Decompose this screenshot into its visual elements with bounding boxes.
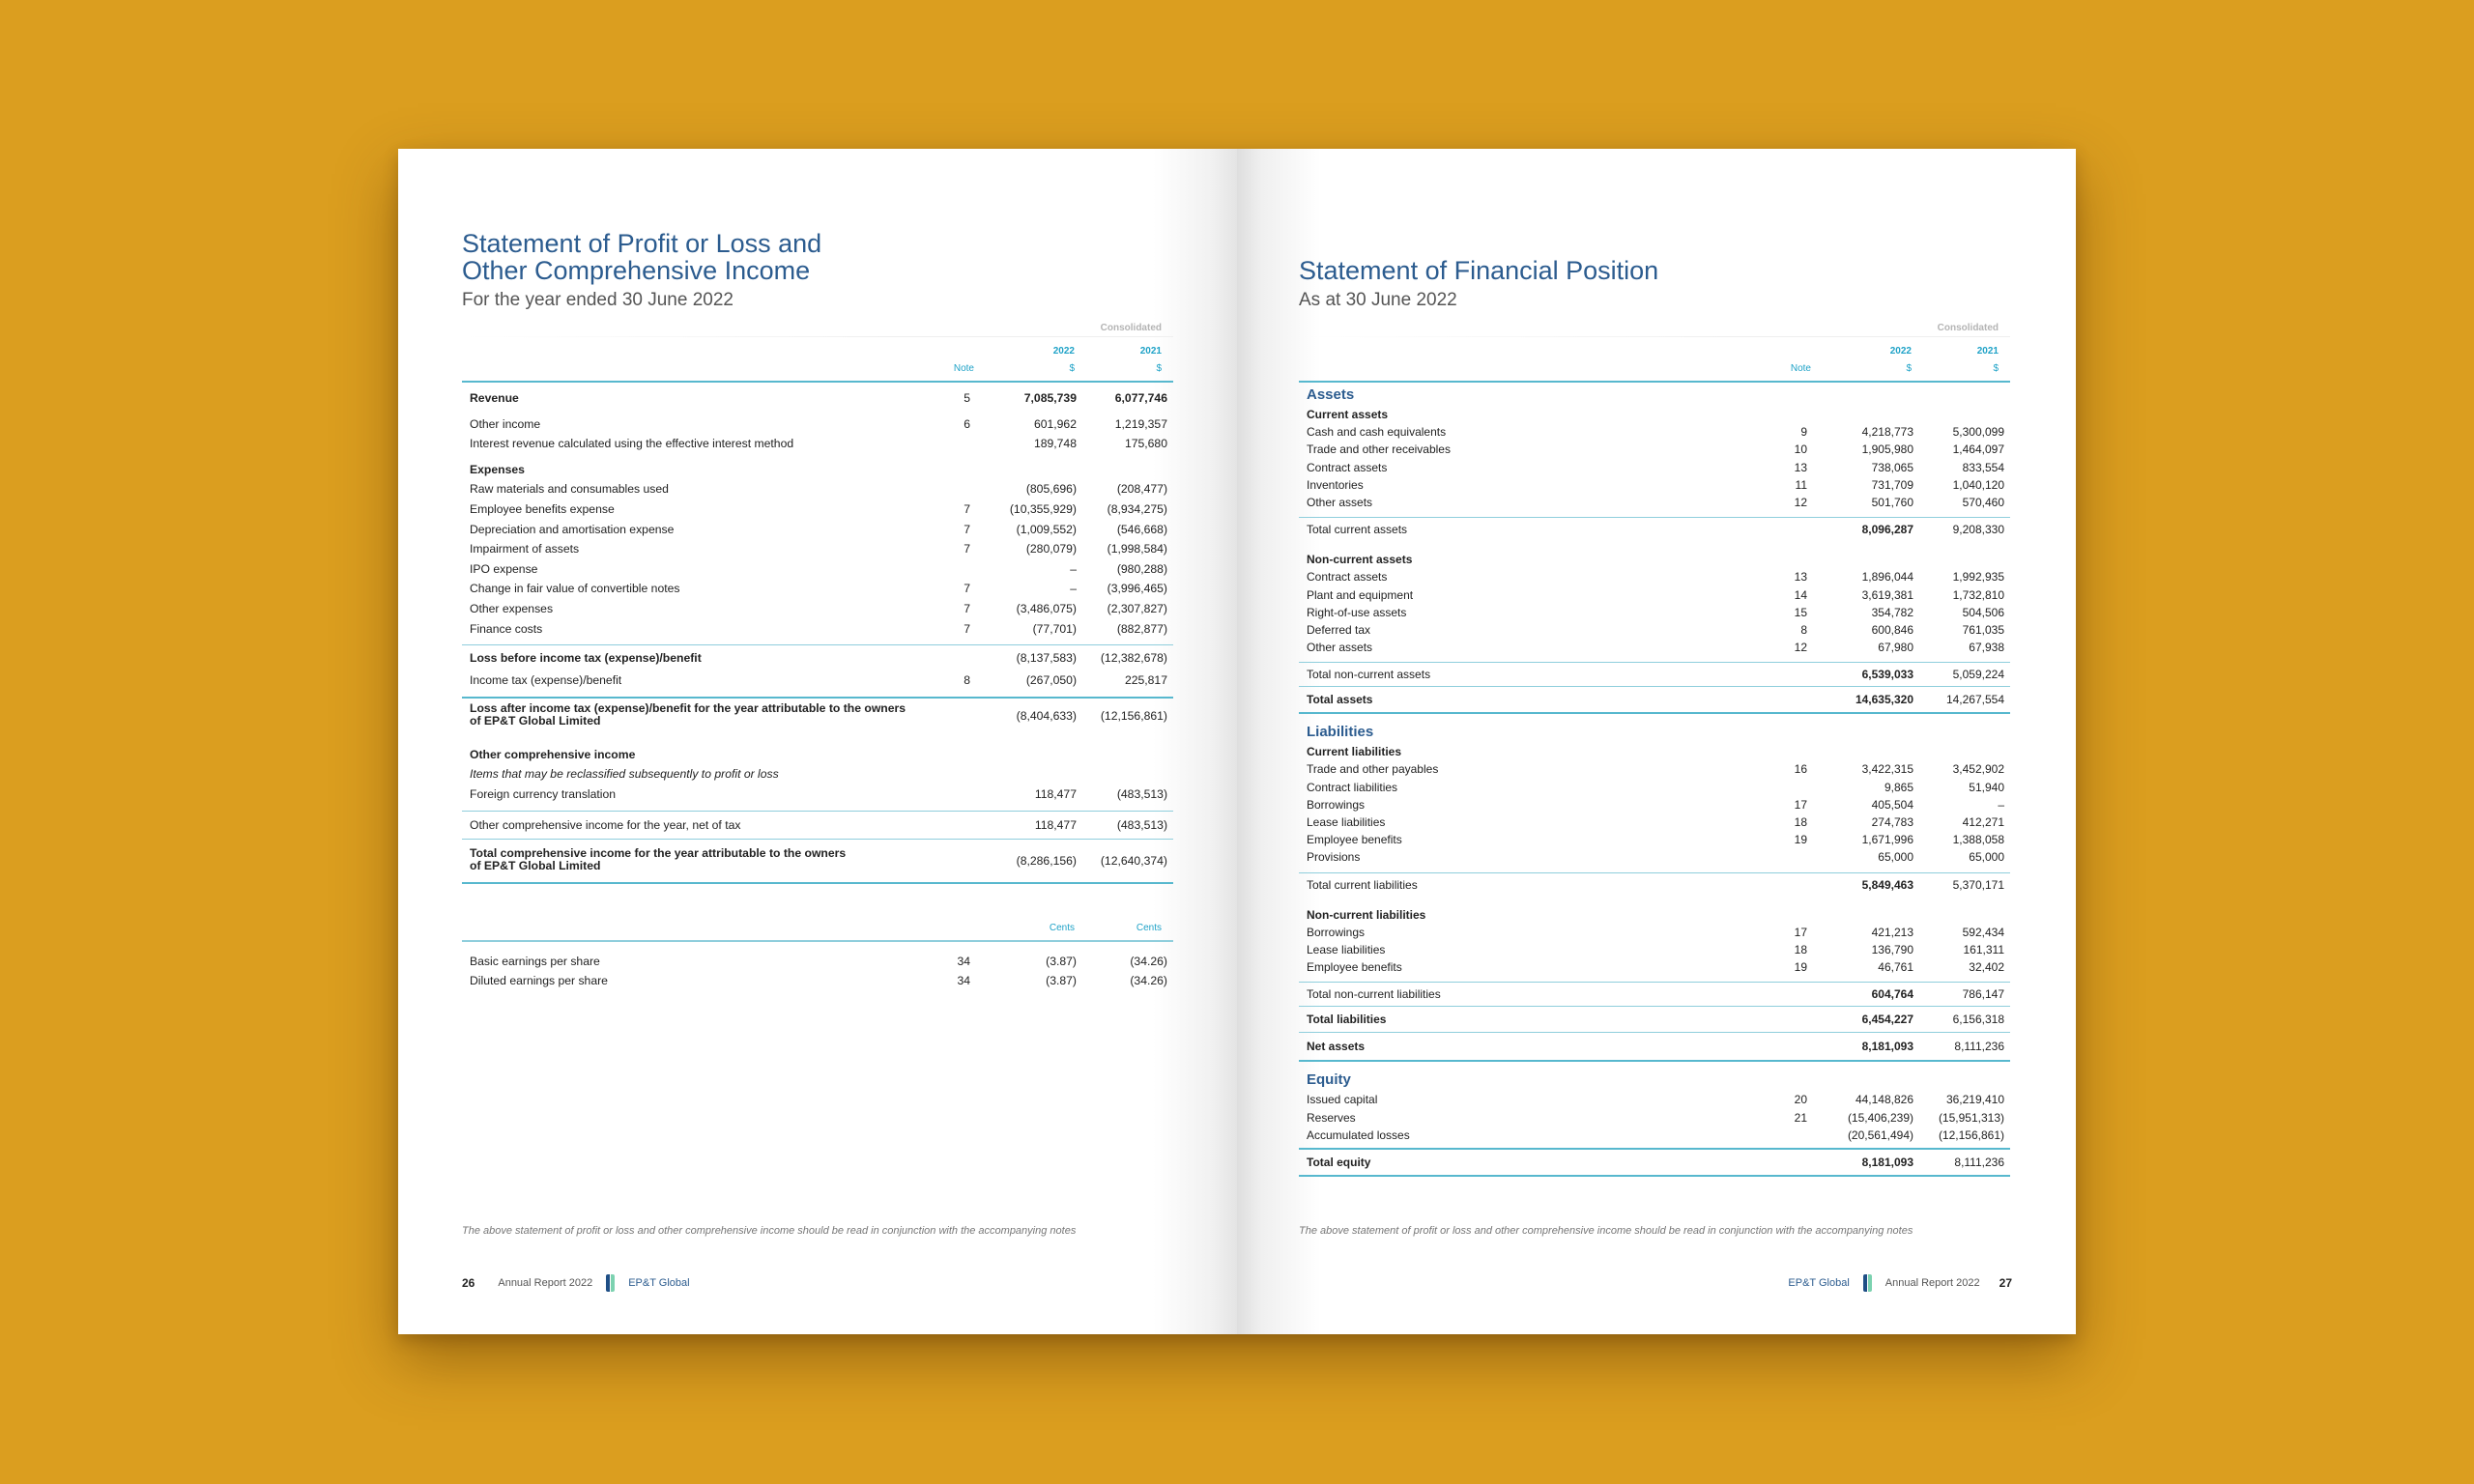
ept-logo-icon	[606, 1274, 615, 1292]
table-row: Other comprehensive income for the year, net of tax 118,477 (483,513)	[470, 817, 1167, 832]
table-row: Loss before income tax (expense)/benefit (8,137,583) (12,382,678)	[470, 651, 1167, 666]
note-header: Note	[1790, 363, 1811, 374]
consolidated-divider	[1299, 336, 2010, 337]
table-row: Loss after income tax (expense)/benefit for the year attributable to the owners of EP&T Global Limited (8,404,633) (12,156,861)	[470, 700, 1167, 728]
consolidated-label: Consolidated	[1100, 323, 1162, 333]
page-number: 27	[1999, 1276, 2012, 1290]
page-subtitle: As at 30 June 2022	[1299, 290, 1457, 310]
section-heading: Equity	[1307, 1071, 1351, 1089]
cents-2021-header: Cents	[1136, 922, 1162, 933]
page-left	[398, 149, 1237, 1334]
column-header	[462, 323, 1173, 381]
page-title: Statement of Financial Position	[1299, 256, 1659, 285]
annual-report-spread	[398, 149, 2076, 1334]
table-row: Deferred tax 8 600,846 761,035	[1307, 622, 2004, 637]
table-row: Other assets 12 501,760 570,460	[1307, 495, 2004, 509]
year-2022-header: 2022	[1052, 346, 1075, 357]
table-row: Expenses	[470, 462, 525, 476]
page-title	[462, 230, 1173, 284]
table-row: Borrowings 17 421,213 592,434	[1307, 925, 2004, 939]
section-heading: Assets	[1307, 386, 1355, 403]
year-2021-header: 2021	[1976, 346, 1999, 357]
page-right	[1237, 149, 2076, 1334]
page-subtitle: For the year ended 30 June 2022	[462, 290, 734, 310]
table-row: Provisions 65,000 65,000	[1307, 850, 2004, 865]
table-row: Diluted earnings per share 34 (3.87) (34.26)	[470, 974, 1167, 988]
table-row: Basic earnings per share 34 (3.87) (34.26)	[470, 954, 1167, 968]
currency-2021-header: $	[1156, 363, 1162, 374]
table-row: Other income 6 601,962 1,219,357	[470, 416, 1167, 431]
page-footer	[462, 1274, 690, 1292]
table-row: Reserves 21 (15,406,239) (15,951,313)	[1307, 1110, 2004, 1125]
year-2021-header: 2021	[1139, 346, 1162, 357]
table-row: Foreign currency translation 118,477 (483,513)	[470, 786, 1167, 801]
section-heading: Liabilities	[1307, 724, 1374, 741]
total-row: Total equity 8,181,093 8,111,236	[1307, 1155, 2004, 1169]
brand-name: EP&T Global	[628, 1277, 690, 1289]
page-footer	[1788, 1274, 2012, 1292]
table-row: Impairment of assets 7 (280,079) (1,998,584)	[470, 542, 1167, 556]
currency-2022-header: $	[1069, 363, 1075, 374]
currency-2021-header: $	[1993, 363, 1999, 374]
note-header: Note	[953, 363, 974, 374]
table-row: Depreciation and amortisation expense 7 (1,009,552) (546,668)	[470, 522, 1167, 536]
table-row: Other assets 12 67,980 67,938	[1307, 641, 2004, 655]
table-row: Raw materials and consumables used (805,696) (208,477)	[470, 482, 1167, 497]
table-row: Other expenses 7 (3,486,075) (2,307,827)	[470, 601, 1167, 615]
consolidated-divider	[462, 336, 1173, 337]
total-row: Total liabilities 6,454,227 6,156,318	[1307, 1013, 2004, 1027]
subsection-heading: Non-current assets	[1307, 553, 1413, 567]
table-row: Contract assets 13 1,896,044 1,992,935	[1307, 570, 2004, 585]
table-row: Interest revenue calculated using the effective interest method 189,748 175,680	[470, 437, 1167, 451]
total-row: Total assets 14,635,320 14,267,554	[1307, 693, 2004, 707]
table-row: Lease liabilities 18 274,783 412,271	[1307, 815, 2004, 829]
total-row: Total non-current liabilities 604,764 786,147	[1307, 987, 2004, 1002]
table-row: Employee benefits 19 1,671,996 1,388,058	[1307, 833, 2004, 847]
table-row: Accumulated losses (20,561,494) (12,156,861)	[1307, 1127, 2004, 1142]
table-row: Employee benefits expense 7 (10,355,929) (8,934,275)	[470, 501, 1167, 516]
title-line-2: Other Comprehensive Income	[462, 256, 811, 285]
table-row: Items that may be reclassified subsequently to profit or loss	[470, 767, 779, 782]
column-header	[1299, 323, 2010, 381]
eps-header	[462, 917, 1173, 940]
cents-2022-header: Cents	[1049, 922, 1075, 933]
table-row: IPO expense – (980,288)	[470, 561, 1167, 576]
table-row: Right-of-use assets 15 354,782 504,506	[1307, 605, 2004, 619]
currency-2022-header: $	[1906, 363, 1912, 374]
title-line-1: Statement of Profit or Loss and	[462, 229, 822, 258]
table-row: Other comprehensive income	[470, 747, 636, 761]
subsection-heading: Non-current liabilities	[1307, 907, 1426, 922]
table-row: Revenue 5 7,085,739 6,077,746	[470, 391, 1167, 405]
table-row: Plant and equipment 14 3,619,381 1,732,810	[1307, 587, 2004, 602]
table-row: Issued capital 20 44,148,826 36,219,410	[1307, 1093, 2004, 1107]
report-name: Annual Report 2022	[498, 1277, 593, 1289]
table-row: Income tax (expense)/benefit 8 (267,050) 225,817	[470, 673, 1167, 688]
year-2022-header: 2022	[1889, 346, 1912, 357]
total-row: Total current assets 8,096,287 9,208,330	[1307, 523, 2004, 537]
total-row: Total non-current assets 6,539,033 5,059,224	[1307, 668, 2004, 682]
table-row: Cash and cash equivalents 9 4,218,773 5,300,099	[1307, 425, 2004, 440]
subsection-heading: Current liabilities	[1307, 745, 1402, 759]
total-row: Total current liabilities 5,849,463 5,370,171	[1307, 877, 2004, 892]
table-row: Inventories 11 731,709 1,040,120	[1307, 477, 2004, 492]
footnote: The above statement of profit or loss and other comprehensive income should be read in conjunction with the accompanying notes	[462, 1225, 1077, 1237]
footnote: The above statement of profit or loss and other comprehensive income should be read in conjunction with the accompanying notes	[1299, 1225, 1913, 1237]
table-row: Contract assets 13 738,065 833,554	[1307, 460, 2004, 474]
total-row: Net assets 8,181,093 8,111,236	[1307, 1040, 2004, 1054]
financial-position-table	[1299, 383, 2010, 1177]
table-row: Finance costs 7 (77,701) (882,877)	[470, 621, 1167, 636]
ept-logo-icon	[1863, 1274, 1872, 1292]
table-row: Contract liabilities 9,865 51,940	[1307, 780, 2004, 794]
profit-loss-table	[462, 383, 1173, 884]
consolidated-label: Consolidated	[1937, 323, 1999, 333]
table-row: Borrowings 17 405,504 –	[1307, 797, 2004, 812]
brand-name: EP&T Global	[1788, 1277, 1850, 1289]
row-divider	[1299, 1175, 2010, 1177]
table-row: Trade and other payables 16 3,422,315 3,452,902	[1307, 762, 2004, 777]
table-row: Trade and other receivables 10 1,905,980 1,464,097	[1307, 442, 2004, 457]
table-row: Change in fair value of convertible notes 7 – (3,996,465)	[470, 582, 1167, 596]
table-row: Employee benefits 19 46,761 32,402	[1307, 960, 2004, 975]
table-row: Lease liabilities 18 136,790 161,311	[1307, 942, 2004, 956]
table-row: Total comprehensive income for the year attributable to the owners of EP&T Global Limited (8,286,156) (12,640,374)	[470, 845, 1167, 872]
page-number: 26	[462, 1276, 475, 1290]
report-name: Annual Report 2022	[1884, 1277, 1980, 1289]
subsection-heading: Current assets	[1307, 408, 1389, 421]
